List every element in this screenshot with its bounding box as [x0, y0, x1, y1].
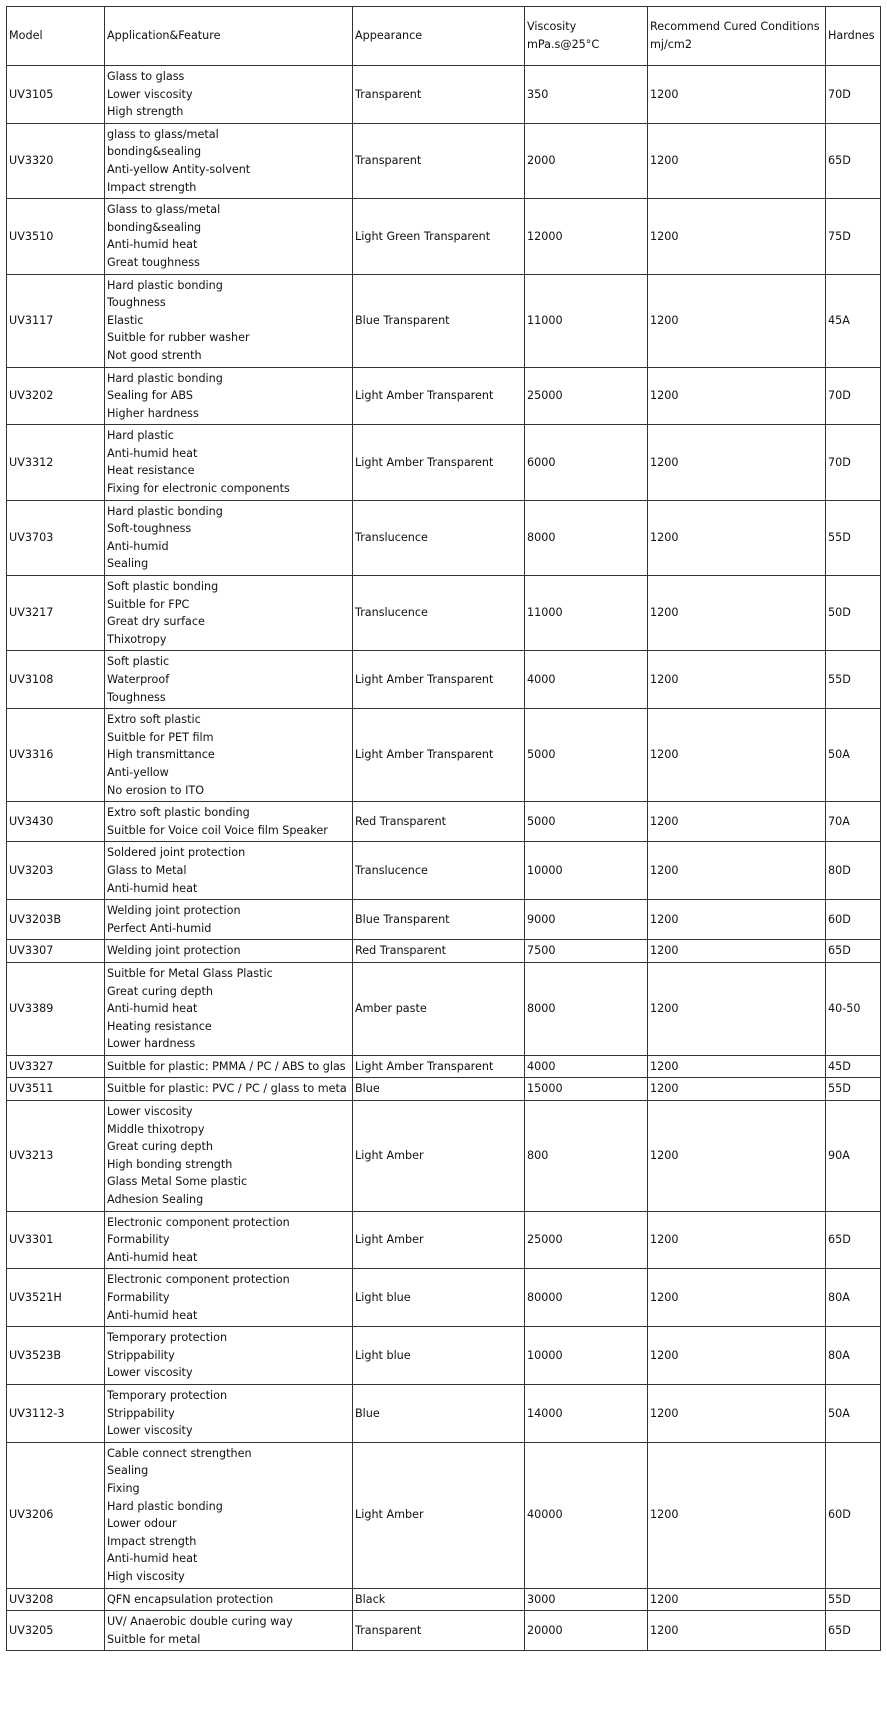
table-row: [7, 1384, 881, 1442]
feature-line: Suitble for metal: [107, 1632, 201, 1646]
features-cell: [105, 500, 353, 575]
table-row: [7, 842, 881, 900]
feature-line: Suitble for rubber washer: [107, 331, 250, 345]
feature-line: Lower viscosity: [107, 1105, 193, 1119]
cured-cell: 1200: [648, 1211, 826, 1269]
viscosity-cell: 14000: [525, 1384, 648, 1442]
appearance-cell: Light Green Transparent: [353, 199, 525, 274]
hardness-cell: 80D: [826, 842, 881, 900]
features-cell: [105, 1384, 353, 1442]
feature-line: Anti-humid heat: [107, 446, 198, 460]
feature-line: Soft plastic: [107, 655, 170, 669]
feature-line: Anti-humid heat: [107, 238, 198, 252]
table-row: [7, 1211, 881, 1269]
feature-line: glass to glass/metal: [107, 127, 219, 141]
hardness-cell: 70D: [826, 367, 881, 425]
feature-line: Great dry surface: [107, 615, 205, 629]
feature-line: Anti-humid heat: [107, 1552, 198, 1566]
table-row: [7, 367, 881, 425]
cured-cell: 1200: [648, 842, 826, 900]
feature-line: Strippability: [107, 1348, 175, 1362]
cured-cell: 1200: [648, 1384, 826, 1442]
appearance-cell: Translucence: [353, 500, 525, 575]
table-row: [7, 962, 881, 1055]
header-application: Application&Feature: [105, 7, 353, 66]
hardness-cell: 70D: [826, 425, 881, 500]
viscosity-cell: 25000: [525, 1211, 648, 1269]
feature-line: Anti-humid heat: [107, 1308, 198, 1322]
cured-cell: 1200: [648, 500, 826, 575]
feature-line: Hard plastic bonding: [107, 1499, 223, 1513]
cured-cell: 1200: [648, 367, 826, 425]
table-row: [7, 500, 881, 575]
features-cell: [105, 274, 353, 367]
feature-line: Glass to glass: [107, 70, 185, 83]
feature-line: Sealing for ABS: [107, 389, 193, 403]
feature-line: Great curing depth: [107, 1140, 213, 1154]
feature-line: Waterproof: [107, 673, 170, 686]
model-cell: UV3108: [7, 651, 105, 709]
feature-line: High transmittance: [107, 748, 215, 762]
hardness-cell: 65D: [826, 123, 881, 198]
cured-cell: 1200: [648, 1588, 826, 1611]
feature-line: Impact strength: [107, 1534, 197, 1548]
feature-line: bonding&sealing: [107, 220, 202, 234]
viscosity-cell: 10000: [525, 1327, 648, 1385]
hardness-cell: 50D: [826, 576, 881, 651]
hardness-cell: 75D: [826, 199, 881, 274]
table-row: [7, 66, 881, 124]
viscosity-cell: 40000: [525, 1442, 648, 1588]
cured-cell: 1200: [648, 123, 826, 198]
table-row: [7, 1078, 881, 1101]
cured-cell: 1200: [648, 651, 826, 709]
appearance-cell: Light Amber Transparent: [353, 425, 525, 500]
feature-line: No erosion to ITO: [107, 783, 205, 797]
model-cell: UV3301: [7, 1211, 105, 1269]
feature-line: Middle thixotropy: [107, 1122, 205, 1136]
hardness-cell: 55D: [826, 1078, 881, 1101]
feature-line: Anti-yellow: [107, 765, 169, 779]
feature-line: Lower viscosity: [107, 1366, 193, 1380]
appearance-cell: Light Amber: [353, 1101, 525, 1212]
feature-line: Not good strenth: [107, 348, 202, 362]
spec-sheet: [6, 6, 880, 1651]
model-cell: UV3205: [7, 1611, 105, 1651]
model-cell: UV3521H: [7, 1269, 105, 1327]
feature-line: Anti-humid heat: [107, 1250, 198, 1264]
header-appearance: Appearance: [353, 7, 525, 66]
cured-cell: 1200: [648, 962, 826, 1055]
model-cell: UV3213: [7, 1101, 105, 1212]
header-cured-line: Recommend Cured Conditions: [650, 20, 820, 34]
hardness-cell: 65D: [826, 1611, 881, 1651]
table-row: [7, 651, 881, 709]
feature-line: Suitble for FPC: [107, 597, 190, 611]
hardness-cell: 90A: [826, 1101, 881, 1212]
hardness-cell: 50A: [826, 1384, 881, 1442]
appearance-cell: Blue: [353, 1078, 525, 1101]
hardness-cell: 70A: [826, 802, 881, 842]
appearance-cell: Light Amber: [353, 1211, 525, 1269]
hardness-cell: 55D: [826, 500, 881, 575]
feature-line: Suitble for Metal Glass Plastic: [107, 966, 273, 980]
feature-line: Suitble for PET film: [107, 730, 214, 744]
features-cell: [105, 123, 353, 198]
model-cell: UV3206: [7, 1442, 105, 1588]
appearance-cell: Transparent: [353, 1611, 525, 1651]
feature-line: Extro soft plastic bonding: [107, 806, 250, 820]
features-cell: [105, 709, 353, 802]
cured-cell: 1200: [648, 1442, 826, 1588]
feature-line: Lower hardness: [107, 1037, 196, 1051]
table-body: [7, 66, 881, 1651]
table-row: [7, 1269, 881, 1327]
table-row: [7, 425, 881, 500]
viscosity-cell: 4000: [525, 651, 648, 709]
feature-line: Soft-toughness: [107, 522, 192, 536]
hardness-cell: 45D: [826, 1055, 881, 1078]
feature-line: Lower viscosity: [107, 87, 193, 101]
feature-line: Electronic component protection: [107, 1273, 290, 1287]
cured-cell: 1200: [648, 199, 826, 274]
appearance-cell: Light Amber Transparent: [353, 367, 525, 425]
viscosity-cell: 11000: [525, 576, 648, 651]
viscosity-cell: 3000: [525, 1588, 648, 1611]
features-cell: [105, 1055, 353, 1078]
appearance-cell: Light Amber Transparent: [353, 709, 525, 802]
cured-cell: 1200: [648, 1611, 826, 1651]
features-cell: [105, 1611, 353, 1651]
features-cell: [105, 1078, 353, 1101]
feature-line: Hard plastic bonding: [107, 371, 223, 385]
feature-line: Glass to glass/metal: [107, 203, 221, 217]
feature-line: Toughness: [107, 296, 166, 310]
viscosity-cell: 11000: [525, 274, 648, 367]
feature-line: Lower odour: [107, 1517, 177, 1531]
appearance-cell: Light Amber Transparent: [353, 651, 525, 709]
model-cell: UV3511: [7, 1078, 105, 1101]
cured-cell: 1200: [648, 940, 826, 963]
features-cell: [105, 900, 353, 940]
product-table: [6, 6, 881, 1651]
feature-line: Anti-humid heat: [107, 881, 198, 895]
model-cell: UV3327: [7, 1055, 105, 1078]
cured-cell: 1200: [648, 274, 826, 367]
feature-line: Extro soft plastic: [107, 713, 201, 727]
model-cell: UV3112-3: [7, 1384, 105, 1442]
feature-line: Toughness: [107, 690, 166, 704]
feature-line: Suitble for plastic: PVC / PC / glass to meta: [107, 1082, 347, 1096]
appearance-cell: Red Transparent: [353, 802, 525, 842]
viscosity-cell: 6000: [525, 425, 648, 500]
feature-line: QFN encapsulation protection: [107, 1592, 274, 1606]
feature-line: Fixing: [107, 1481, 140, 1495]
feature-line: Hard plastic: [107, 429, 174, 443]
appearance-cell: Amber paste: [353, 962, 525, 1055]
hardness-cell: 40-50: [826, 962, 881, 1055]
feature-line: Welding joint protection: [107, 944, 241, 958]
model-cell: UV3703: [7, 500, 105, 575]
features-cell: [105, 802, 353, 842]
feature-line: Heat resistance: [107, 464, 195, 478]
model-cell: UV3307: [7, 940, 105, 963]
hardness-cell: 45A: [826, 274, 881, 367]
feature-line: Formability: [107, 1233, 170, 1247]
viscosity-cell: 80000: [525, 1269, 648, 1327]
appearance-cell: Light blue: [353, 1269, 525, 1327]
table-row: [7, 1442, 881, 1588]
table-row: [7, 199, 881, 274]
table-row: [7, 900, 881, 940]
feature-line: Great toughness: [107, 255, 200, 269]
feature-line: Electronic component protection: [107, 1215, 290, 1229]
feature-line: Glass to Metal: [107, 863, 187, 877]
table-row: [7, 1611, 881, 1651]
feature-line: Soft plastic bonding: [107, 580, 219, 594]
feature-line: High strength: [107, 105, 184, 119]
table-row: [7, 1055, 881, 1078]
viscosity-cell: 10000: [525, 842, 648, 900]
cured-cell: 1200: [648, 1269, 826, 1327]
viscosity-cell: 5000: [525, 709, 648, 802]
features-cell: [105, 1442, 353, 1588]
hardness-cell: 80A: [826, 1327, 881, 1385]
viscosity-cell: 8000: [525, 500, 648, 575]
feature-line: Strippability: [107, 1406, 175, 1420]
features-cell: [105, 842, 353, 900]
header-cured: [648, 7, 826, 66]
hardness-cell: 60D: [826, 1442, 881, 1588]
viscosity-cell: 5000: [525, 802, 648, 842]
feature-line: Suitble for plastic: PMMA / PC / ABS to glas: [107, 1059, 346, 1073]
feature-line: Anti-humid: [107, 539, 169, 553]
viscosity-cell: 25000: [525, 367, 648, 425]
table-row: [7, 123, 881, 198]
features-cell: [105, 199, 353, 274]
appearance-cell: Light blue: [353, 1327, 525, 1385]
features-cell: [105, 1269, 353, 1327]
header-row: [7, 7, 881, 66]
feature-line: Higher hardness: [107, 406, 199, 420]
feature-line: High bonding strength: [107, 1157, 233, 1171]
features-cell: [105, 1327, 353, 1385]
appearance-cell: Transparent: [353, 123, 525, 198]
feature-line: Temporary protection: [107, 1388, 228, 1402]
feature-line: Great curing depth: [107, 984, 213, 998]
feature-line: Impact strength: [107, 180, 197, 194]
feature-line: Suitble for Voice coil Voice film Speaker: [107, 823, 328, 837]
hardness-cell: 55D: [826, 1588, 881, 1611]
model-cell: UV3430: [7, 802, 105, 842]
table-row: [7, 1101, 881, 1212]
cured-cell: 1200: [648, 576, 826, 651]
model-cell: UV3312: [7, 425, 105, 500]
features-cell: [105, 1101, 353, 1212]
feature-line: Welding joint protection: [107, 904, 241, 918]
model-cell: UV3320: [7, 123, 105, 198]
features-cell: [105, 367, 353, 425]
model-cell: UV3389: [7, 962, 105, 1055]
feature-line: Elastic: [107, 313, 144, 327]
cured-cell: 1200: [648, 1055, 826, 1078]
model-cell: UV3316: [7, 709, 105, 802]
model-cell: UV3208: [7, 1588, 105, 1611]
viscosity-cell: 12000: [525, 199, 648, 274]
appearance-cell: Transparent: [353, 66, 525, 124]
model-cell: UV3105: [7, 66, 105, 124]
header-viscosity: [525, 7, 648, 66]
hardness-cell: 50A: [826, 709, 881, 802]
header-viscosity-unit: mPa.s@25°C: [527, 38, 600, 51]
feature-line: UV/ Anaerobic double curing way: [107, 1615, 293, 1629]
feature-line: Anti-yellow Antity-solvent: [107, 162, 251, 176]
table-row: [7, 576, 881, 651]
appearance-cell: Light Amber: [353, 1442, 525, 1588]
viscosity-cell: 8000: [525, 962, 648, 1055]
model-cell: UV3523B: [7, 1327, 105, 1385]
hardness-cell: 65D: [826, 1211, 881, 1269]
model-cell: UV3203: [7, 842, 105, 900]
model-cell: UV3202: [7, 367, 105, 425]
appearance-cell: Light Amber Transparent: [353, 1055, 525, 1078]
feature-line: Sealing: [107, 557, 149, 571]
header-hardness: Hardnes: [826, 7, 881, 66]
features-cell: [105, 962, 353, 1055]
appearance-cell: Black: [353, 1588, 525, 1611]
table-row: [7, 940, 881, 963]
feature-line: Glass Metal Some plastic: [107, 1175, 248, 1189]
hardness-cell: 65D: [826, 940, 881, 963]
table-row: [7, 709, 881, 802]
viscosity-cell: 350: [525, 66, 648, 124]
model-cell: UV3117: [7, 274, 105, 367]
feature-line: Adhesion Sealing: [107, 1193, 204, 1207]
features-cell: [105, 940, 353, 963]
features-cell: [105, 1588, 353, 1611]
viscosity-cell: 20000: [525, 1611, 648, 1651]
model-cell: UV3510: [7, 199, 105, 274]
appearance-cell: Translucence: [353, 576, 525, 651]
viscosity-cell: 2000: [525, 123, 648, 198]
cured-cell: 1200: [648, 1078, 826, 1101]
appearance-cell: Translucence: [353, 842, 525, 900]
header-model: Model: [7, 7, 105, 66]
cured-cell: 1200: [648, 66, 826, 124]
table-row: [7, 274, 881, 367]
feature-line: Lower viscosity: [107, 1424, 193, 1438]
table-row: [7, 1588, 881, 1611]
appearance-cell: Red Transparent: [353, 940, 525, 963]
feature-line: Perfect Anti-humid: [107, 921, 212, 935]
feature-line: Sealing: [107, 1464, 149, 1478]
viscosity-cell: 800: [525, 1101, 648, 1212]
features-cell: [105, 66, 353, 124]
cured-cell: 1200: [648, 709, 826, 802]
header-viscosity-line: Viscosity: [527, 20, 577, 34]
viscosity-cell: 7500: [525, 940, 648, 963]
feature-line: Thixotropy: [107, 632, 167, 646]
cured-cell: 1200: [648, 1327, 826, 1385]
viscosity-cell: 4000: [525, 1055, 648, 1078]
features-cell: [105, 576, 353, 651]
feature-line: Formability: [107, 1291, 170, 1304]
features-cell: [105, 1211, 353, 1269]
viscosity-cell: 15000: [525, 1078, 648, 1101]
feature-line: High viscosity: [107, 1569, 185, 1583]
feature-line: Fixing for electronic components: [107, 482, 290, 496]
cured-cell: 1200: [648, 802, 826, 842]
feature-line: bonding&sealing: [107, 145, 202, 159]
table-row: [7, 1327, 881, 1385]
appearance-cell: Blue Transparent: [353, 274, 525, 367]
model-cell: UV3203B: [7, 900, 105, 940]
feature-line: Anti-humid heat: [107, 1002, 198, 1016]
hardness-cell: 55D: [826, 651, 881, 709]
cured-cell: 1200: [648, 900, 826, 940]
feature-line: Soldered joint protection: [107, 846, 246, 860]
feature-line: Cable connect strengthen: [107, 1446, 252, 1460]
hardness-cell: 80A: [826, 1269, 881, 1327]
features-cell: [105, 425, 353, 500]
hardness-cell: 70D: [826, 66, 881, 124]
feature-line: Heating resistance: [107, 1019, 212, 1033]
feature-line: Hard plastic bonding: [107, 504, 223, 518]
feature-line: Hard plastic bonding: [107, 278, 223, 292]
model-cell: UV3217: [7, 576, 105, 651]
appearance-cell: Blue: [353, 1384, 525, 1442]
cured-cell: 1200: [648, 1101, 826, 1212]
feature-line: Temporary protection: [107, 1331, 228, 1345]
table-row: [7, 802, 881, 842]
viscosity-cell: 9000: [525, 900, 648, 940]
features-cell: [105, 651, 353, 709]
header-cured-unit: mj/cm2: [650, 38, 692, 51]
hardness-cell: 60D: [826, 900, 881, 940]
appearance-cell: Blue Transparent: [353, 900, 525, 940]
cured-cell: 1200: [648, 425, 826, 500]
